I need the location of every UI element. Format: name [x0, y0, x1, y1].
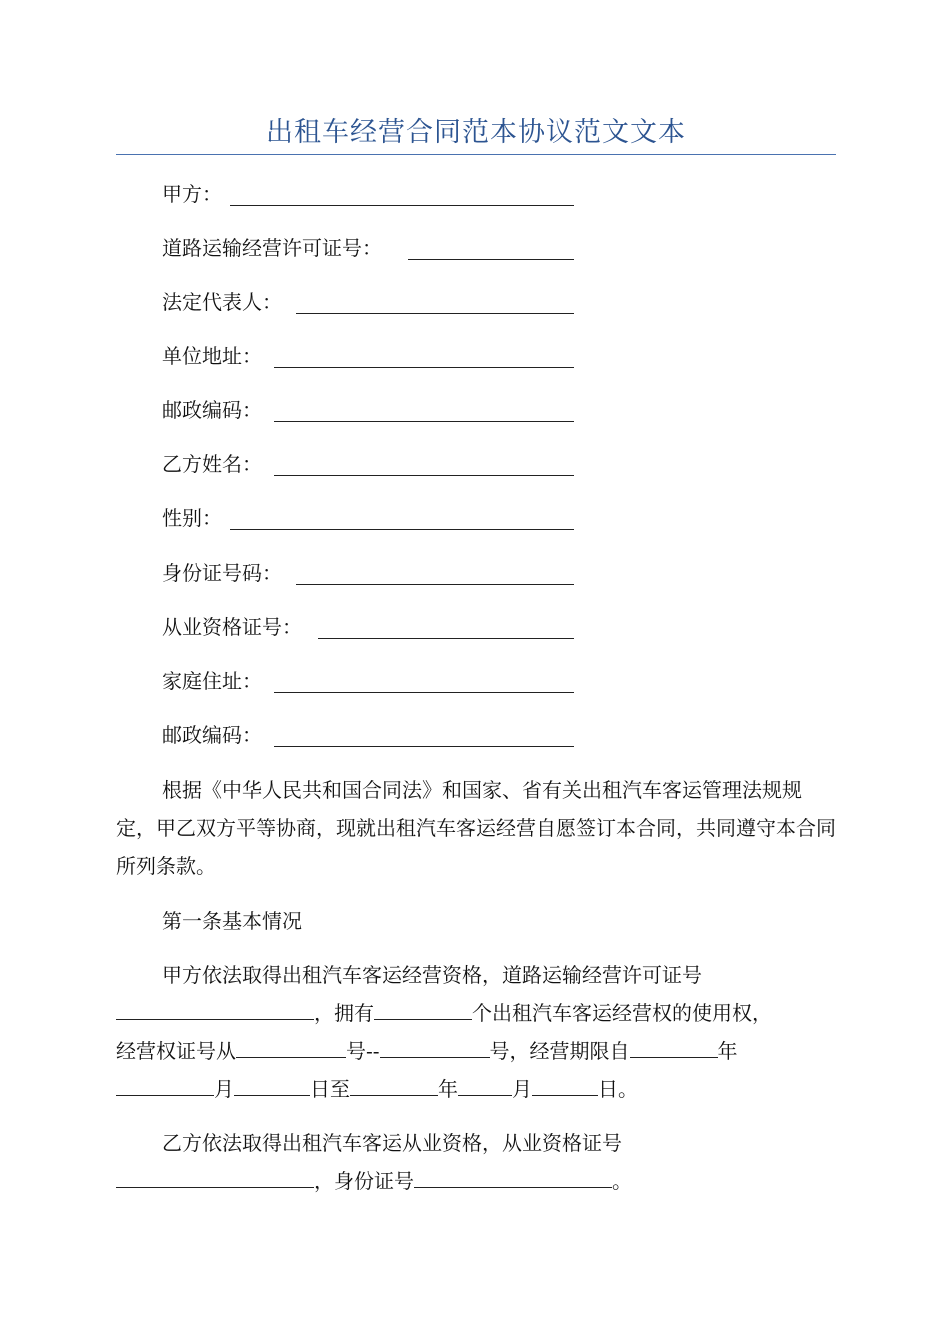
p2-text: ，身份证号	[314, 1169, 414, 1193]
field-label: 身份证号码：	[162, 561, 282, 585]
p2-text: 乙方依法取得出租汽车客运从业资格，从业资格证号	[162, 1131, 622, 1155]
field-blank[interactable]	[274, 692, 574, 693]
field-id-number	[162, 559, 282, 587]
field-blank[interactable]	[230, 529, 574, 530]
blank-count[interactable]	[374, 999, 472, 1020]
field-qualification-number	[162, 613, 302, 641]
blank-cert-to[interactable]	[380, 1037, 490, 1058]
field-label: 法定代表人：	[162, 290, 282, 314]
intro-paragraph	[116, 771, 836, 885]
blank-end-month[interactable]	[458, 1075, 512, 1096]
p2-text: 。	[612, 1169, 632, 1193]
field-blank[interactable]	[274, 367, 574, 368]
field-label: 单位地址：	[162, 344, 262, 368]
blank-id-number[interactable]	[414, 1167, 612, 1188]
p1-text: ，拥有	[314, 1001, 374, 1025]
p1-text: 号--	[346, 1039, 380, 1063]
title-underline	[116, 154, 836, 155]
intro-text: 根据《中华人民共和国合同法》和国家、省有关出租汽车客运管理法规规定，甲乙双方平等协商，现就出租汽车客运经营自愿签订本合同，共同遵守本合同所列条款。	[116, 778, 836, 878]
field-license-number	[162, 234, 382, 262]
blank-start-year[interactable]	[630, 1037, 718, 1058]
field-label: 从业资格证号：	[162, 615, 302, 639]
blank-end-day[interactable]	[532, 1075, 598, 1096]
field-gender	[162, 504, 222, 532]
field-party-a	[162, 180, 222, 208]
field-blank[interactable]	[296, 584, 574, 585]
field-postcode-b	[162, 721, 262, 749]
field-blank[interactable]	[274, 746, 574, 747]
p1-text: 日。	[598, 1077, 638, 1101]
field-home-address	[162, 667, 262, 695]
field-label: 性别：	[162, 506, 222, 530]
p1-text: 月	[214, 1077, 234, 1101]
field-blank[interactable]	[318, 638, 574, 639]
section-heading	[162, 907, 302, 935]
p1-text: 甲方依法取得出租汽车客运经营资格，道路运输经营许可证号	[162, 963, 702, 987]
field-legal-rep	[162, 288, 282, 316]
field-blank[interactable]	[230, 205, 574, 206]
p1-text: 个出租汽车客运经营权的使用权，	[472, 1001, 772, 1025]
blank-cert-from[interactable]	[236, 1037, 346, 1058]
field-label: 乙方姓名：	[162, 452, 262, 476]
field-label: 家庭住址：	[162, 669, 262, 693]
field-label: 甲方：	[162, 182, 222, 206]
p2-line	[162, 1129, 622, 1157]
p1-text: 月	[512, 1077, 532, 1101]
p1-text: 号，经营期限自	[489, 1039, 630, 1063]
p1-text: 日至	[310, 1077, 350, 1101]
p1-line	[116, 999, 772, 1027]
field-blank[interactable]	[408, 259, 574, 260]
p1-line	[116, 1075, 638, 1103]
blank-start-day[interactable]	[234, 1075, 310, 1096]
blank-start-month[interactable]	[116, 1075, 214, 1096]
field-company-address	[162, 342, 262, 370]
section-heading-text: 第一条基本情况	[162, 909, 302, 933]
blank-qualification-number[interactable]	[116, 1167, 314, 1188]
blank-license-number[interactable]	[116, 999, 314, 1020]
field-blank[interactable]	[274, 421, 574, 422]
field-label: 道路运输经营许可证号：	[162, 236, 382, 260]
p1-text: 经营权证号从	[116, 1039, 236, 1063]
field-blank[interactable]	[296, 313, 574, 314]
field-blank[interactable]	[274, 475, 574, 476]
field-label: 邮政编码：	[162, 723, 262, 747]
document-title: 出租车经营合同范本协议范文文本	[266, 117, 686, 148]
field-postcode-a	[162, 396, 262, 424]
blank-end-year[interactable]	[350, 1075, 438, 1096]
p1-line	[116, 1037, 738, 1065]
field-party-b-name	[162, 450, 262, 478]
p1-text: 年	[717, 1039, 738, 1063]
field-label: 邮政编码：	[162, 398, 262, 422]
p1-line	[162, 961, 702, 989]
p1-text: 年	[438, 1077, 458, 1101]
p2-line	[116, 1167, 632, 1195]
